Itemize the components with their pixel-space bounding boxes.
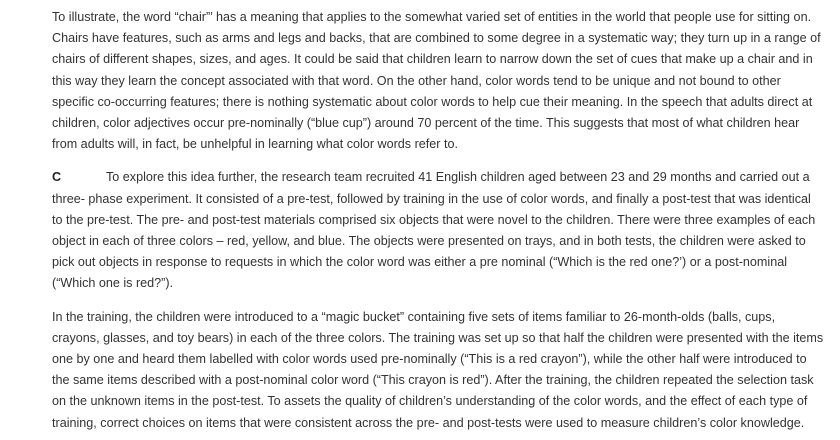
paragraph-section-c <box>52 167 824 294</box>
paragraph-training <box>52 307 824 434</box>
paragraph-text: To explore this idea further, the research team recruited 41 English children aged between 23 and 29 months and carried out a three- phase experiment. It consisted of a pre-test, followed by training in the use of color words, and finally a post-test that was identical to the pre-test. The pre- and post-test materials comprised six objects that were novel to the children. There were three examples of each object in each of three colors – red, yellow, and blue. The objects were presented on trays, and in both tests, the children were asked to pick out objects in response to requests in which the color word was either a pre nominal (“Which is the red one?’) or a post-nominal (“Which one is red?”). <box>52 170 816 291</box>
paragraph-intro <box>52 7 824 155</box>
paragraph-text: In the training, the children were introduced to a “magic bucket” containing five sets of items familiar to 26-month-olds (balls, cups, crayons, glasses, and toy bears) in each of the three colors. The training was set up so that half the children were presented with the items one by one and heard them labelled with color words used pre-nominally (“This is a red crayon”), while the other half were introduced to the same items described with a post-nominal color word (“This crayon is red”). After the training, the children repeated the selection task on the unknown items in the post-test. To assets the quality of children’s understanding of the color words, and the effect of each type of training, correct choices on items that were consistent across the pre- and post-tests were used to measure children’s color knowledge. <box>52 309 824 430</box>
section-label: C <box>52 170 62 185</box>
paragraph-text: To illustrate, the word “chair”’ has a meaning that applies to the somewhat varied set of entities in the world that people use for sitting on. Chairs have features, such as arms and legs and backs, that are combined to some degree in a systematic way; they turn up in a range of chairs of different shapes, sizes, and ages. It could be said that children learn to narrow down the set of cues that make up a chair and in this way they learn the concept associated with that word. On the other hand, color words tend to be unique and not bound to other specific co-occurring features; there is nothing systematic about color words to help cue their meaning. In the speech that adults direct at children, color adjectives occur pre-nominally (“blue cup”) around 70 percent of the time. This suggests that most of what children hear from adults will, in fact, be unhelpful in learning what color words refer to. <box>52 10 821 152</box>
